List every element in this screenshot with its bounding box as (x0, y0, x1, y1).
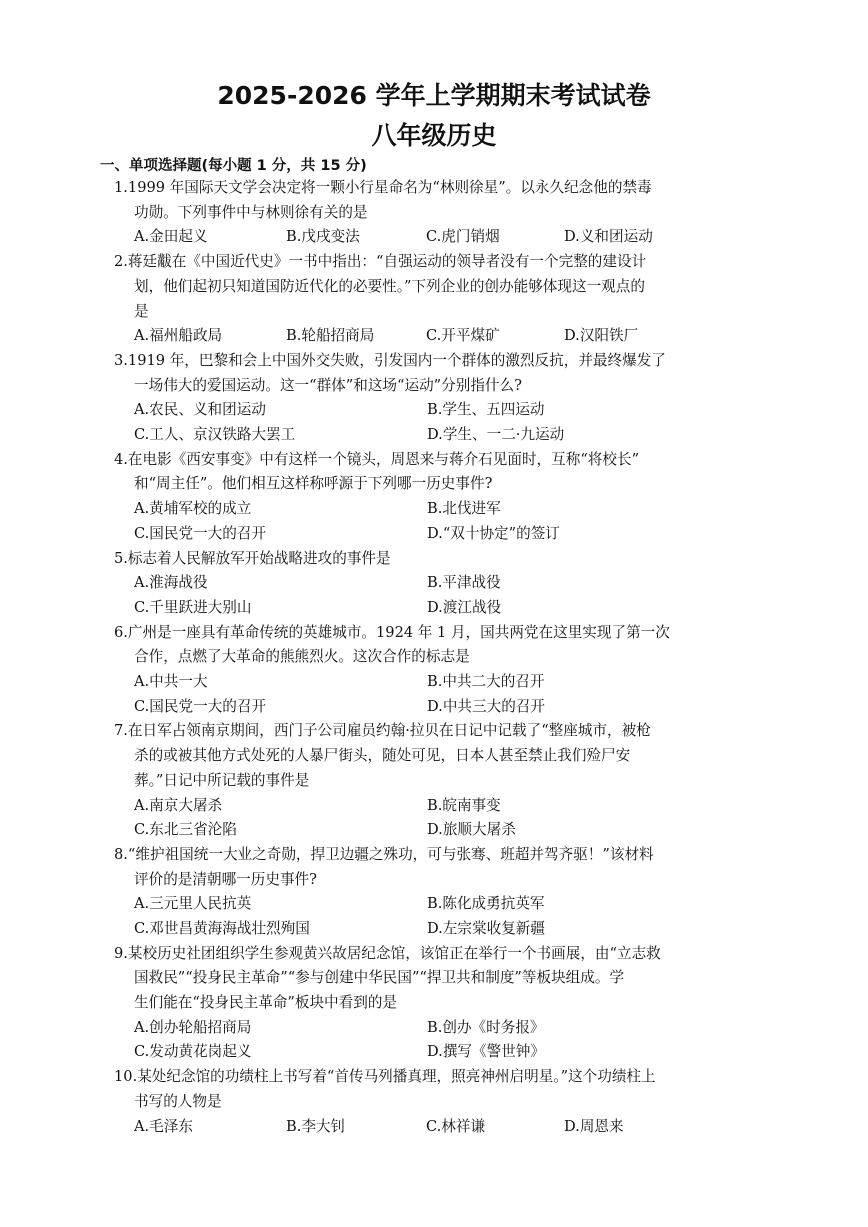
answer-option: D.周恩来 (564, 1117, 624, 1135)
options-row (114, 1115, 770, 1140)
answer-option: C.千里跃进大别山 (134, 598, 252, 616)
answer-option: A.福州船政局 (134, 327, 223, 345)
options-row (114, 794, 770, 819)
options-row (114, 695, 770, 720)
options-row (114, 225, 770, 250)
answer-option: B.皖南事变 (427, 796, 501, 814)
question-7 (114, 719, 770, 842)
question-text-line: 是 (134, 302, 149, 320)
answer-option: C.发动黄花岗起义 (134, 1043, 252, 1061)
options-row (114, 917, 770, 942)
question-text-line: 评价的是清朝哪一历史事件? (134, 870, 317, 888)
answer-option: D.撰写《警世钟》 (427, 1043, 545, 1061)
answer-option: B.平津战役 (427, 574, 501, 592)
options-row (114, 892, 770, 917)
answer-option: C.国民党一大的召开 (134, 524, 267, 542)
answer-option: C.开平煤矿 (426, 327, 500, 345)
question-text-line: 10.某处纪念馆的功绩柱上书写着“首传马列播真理，照亮神州启明星。”这个功绩柱上 (114, 1068, 656, 1086)
answer-option: A.金田起义 (134, 228, 208, 246)
question-text-line: 4.在电影《西安事变》中有这样一个镜头，周恩来与蒋介石见面时，互称“将校长” (114, 450, 640, 468)
answer-option: A.淮海战役 (134, 574, 208, 592)
answer-option: B.李大钊 (286, 1117, 346, 1135)
answer-option: D.中共三大的召开 (427, 697, 545, 715)
answer-option: A.农民、义和团运动 (134, 401, 266, 419)
answer-option: B.轮船招商局 (286, 327, 375, 345)
options-row (114, 522, 770, 547)
question-2 (114, 250, 770, 349)
question-5 (114, 547, 770, 621)
answer-option: D.左宗棠收复新疆 (427, 919, 545, 937)
exam-subtitle: 八年级历史 (371, 121, 497, 150)
options-row (114, 497, 770, 522)
answer-option: D.义和团运动 (564, 228, 653, 246)
answer-option: B.戊戌变法 (286, 228, 360, 246)
question-text-line: 9.某校历史社团组织学生参观黄兴故居纪念馆，该馆正在举行一个书画展，由“立志救 (114, 944, 661, 962)
question-text-line: 和“周主任”。他们相互这样称呼源于下列哪一历史事件? (134, 475, 493, 493)
question-4 (114, 448, 770, 547)
answer-option: C.虎门销烟 (426, 228, 500, 246)
answer-option: D.汉阳铁厂 (564, 327, 639, 345)
answer-option: D.旅顺大屠杀 (427, 821, 516, 839)
answer-option: C.东北三省沦陷 (134, 821, 237, 839)
answer-option: A.三元里人民抗英 (134, 895, 252, 913)
exam-title: 2025-2026 学年上学期期末考试试卷 (217, 81, 651, 110)
answer-option: C.邓世昌黄海海战壮烈殉国 (134, 919, 310, 937)
question-6 (114, 621, 770, 720)
options-row (114, 1016, 770, 1041)
answer-option: A.创办轮船招商局 (134, 1018, 252, 1036)
options-row (114, 818, 770, 843)
answer-option: C.国民党一大的召开 (134, 697, 267, 715)
question-text-line: 合作，点燃了大革命的熊熊烈火。这次合作的标志是 (134, 648, 470, 666)
question-1 (114, 176, 770, 250)
answer-option: D.渡江战役 (427, 598, 502, 616)
answer-option: B.陈化成勇抗英军 (427, 895, 545, 913)
question-10 (114, 1065, 770, 1139)
question-3 (114, 349, 770, 448)
question-text-line: 一场伟大的爱国运动。这一“群体”和这场“运动”分别指什么? (134, 376, 522, 394)
answer-option: B.中共二大的召开 (427, 673, 545, 690)
answer-option: A.毛泽东 (134, 1117, 193, 1135)
options-row (114, 596, 770, 621)
question-text-line: 书写的人物是 (134, 1092, 222, 1110)
options-row (114, 423, 770, 448)
options-row (114, 324, 770, 349)
answer-option: B.北伐进军 (427, 500, 501, 518)
answer-option: A.中共一大 (134, 673, 208, 690)
question-text-line: 1.1999 年国际天文学会决定将一颗小行星命名为“林则徐星”。以永久纪念他的禁毒 (114, 179, 652, 196)
question-text-line: 5.标志着人民解放军开始战略进攻的事件是 (114, 549, 391, 567)
question-9 (114, 942, 770, 1065)
options-row (114, 571, 770, 596)
question-text-line: 2.蒋廷黻在《中国近代史》一书中指出：“自强运动的领导者没有一个完整的建设计 (114, 253, 647, 271)
question-text-line: 生们能在“投身民主革命”板块中看到的是 (134, 994, 398, 1012)
options-row (114, 398, 770, 423)
question-8 (114, 843, 770, 942)
answer-option: D.“双十协定”的签订 (427, 524, 560, 542)
question-text-line: 划，他们起初只知道国防近代化的必要性。”下列企业的创办能够体现这一观点的 (134, 277, 645, 295)
question-text-line: 葬。”日记中所记载的事件是 (134, 771, 310, 789)
answer-option: C.林祥谦 (426, 1117, 486, 1135)
answer-option: D.学生、一二·九运动 (427, 425, 565, 443)
answer-option: B.学生、五四运动 (427, 401, 545, 419)
options-row (114, 1040, 770, 1065)
question-text-line: 杀的或被其他方式处死的人暴尸街头，随处可见，日本人甚至禁止我们殓尸安 (134, 747, 631, 765)
answer-option: C.工人、京汉铁路大罢工 (134, 425, 296, 443)
question-text-line: 3.1919 年，巴黎和会上中国外交失败，引发国内一个群体的激烈反抗，并最终爆发了 (114, 351, 666, 369)
options-row (114, 670, 770, 695)
section-heading: 一、单项选择题(每小题 1 分，共 15 分) (100, 158, 367, 174)
question-text-line: 8.“维护祖国统一大业之奇勋，捍卫边疆之殊功，可与张骞、班超并驾齐驱！”该材料 (114, 845, 654, 863)
answer-option: B.创办《时务报》 (427, 1018, 545, 1036)
answer-option: A.南京大屠杀 (134, 796, 223, 814)
question-text-line: 7.在日军占领南京期间，西门子公司雇员约翰·拉贝在日记中记载了“整座城市，被枪 (114, 722, 651, 740)
answer-option: A.黄埔军校的成立 (134, 500, 252, 518)
question-text-line: 6.广州是一座具有革命传统的英雄城市。1924 年 1 月，国共两党在这里实现了第一次 (114, 623, 670, 641)
question-text-line: 国救民”“投身民主革命”“参与创建中华民国”“捍卫共和制度”等板块组成。学 (134, 969, 625, 987)
question-text-line: 功勋。下列事件中与林则徐有关的是 (134, 203, 368, 221)
